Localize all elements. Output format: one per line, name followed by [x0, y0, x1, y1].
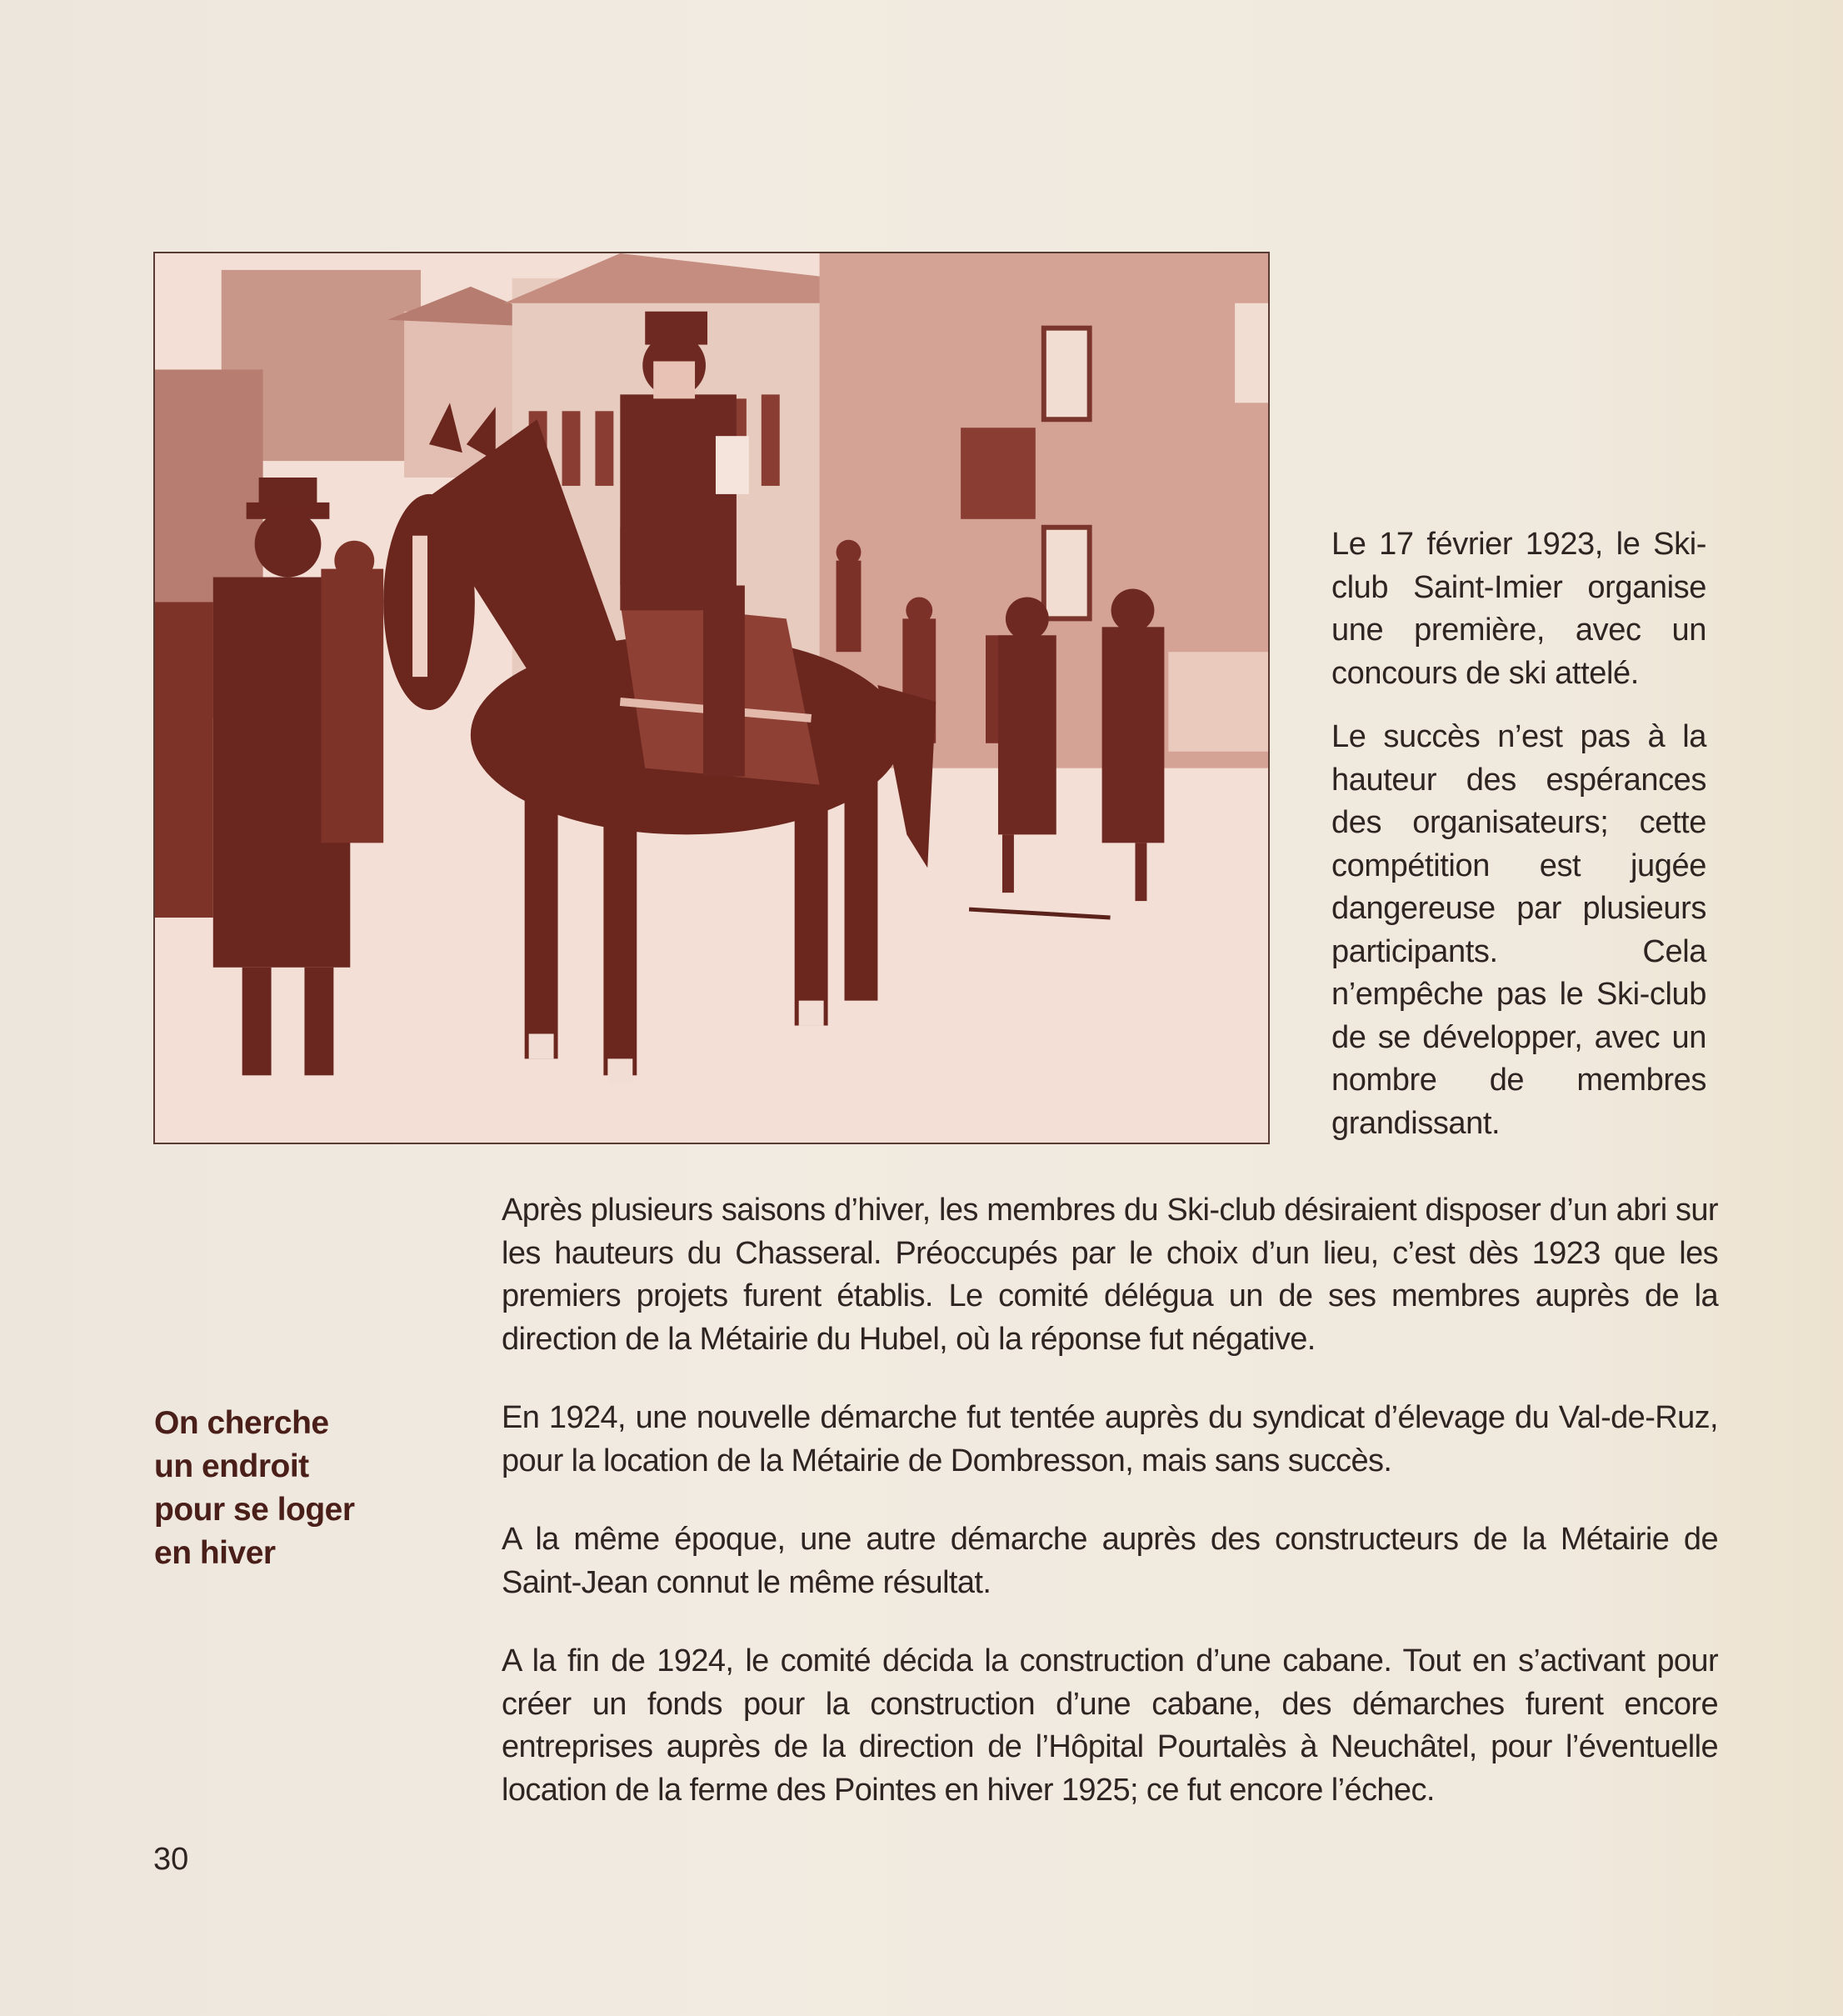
main-paragraph-2: En 1924, une nouvelle démarche fut tentée auprès du syndicat d’élevage du Val-de-Ruz, pour la location de la Métairie de Dombresson, mais sans succès. — [502, 1400, 1718, 1478]
main-paragraph-3: A la même époque, une autre démarche auprès des constructeurs de la Métairie de Saint-Jean connut le même résultat. — [502, 1522, 1718, 1600]
horse-and-skier-photo-icon — [155, 253, 1268, 1143]
main-paragraph-1: Après plusieurs saisons d’hiver, les membres du Ski-club désiraient disposer d’un abri sur les hauteurs du Chasseral. Préoccupés par le choix d’un lieu, c’est dès 1923 que les premiers projets furent établis. Le comité délégua un de ses membres auprès de la direction de la Métairie du Hubel, où la réponse fut négative. — [502, 1193, 1718, 1357]
page-number: 30 — [153, 1842, 189, 1877]
main-paragraph-4: A la fin de 1924, le comité décida la construction d’une cabane. Tout en s’activant pour créer un fonds pour la construction d’une cabane, des démarches furent encore entreprises auprès de la direction de l’Hôpital Pourtalès à Neuchâtel, pour l’éventuelle location de la ferme des Pointes en hiver 1925; ce fut encore l’échec. — [502, 1643, 1718, 1808]
side-text-column — [1331, 523, 1706, 1166]
side-paragraph-1: Le 17 février 1923, le Ski-club Saint-Imier organise une première, avec un concours de ski attelé. — [1331, 527, 1706, 691]
main-text-column — [502, 1189, 1718, 1848]
historic-photo — [153, 252, 1270, 1144]
side-paragraph-2: Le succès n’est pas à la hauteur des espérances des organisateurs; cette compétition est jugée dangereuse par plusieurs participants. Cela n’empêche pas le Ski-club de se développer, avec un nombre de membres grandissant. — [1331, 719, 1706, 1141]
section-heading: On cherche un endroit pour se loger en hiver — [154, 1405, 355, 1571]
